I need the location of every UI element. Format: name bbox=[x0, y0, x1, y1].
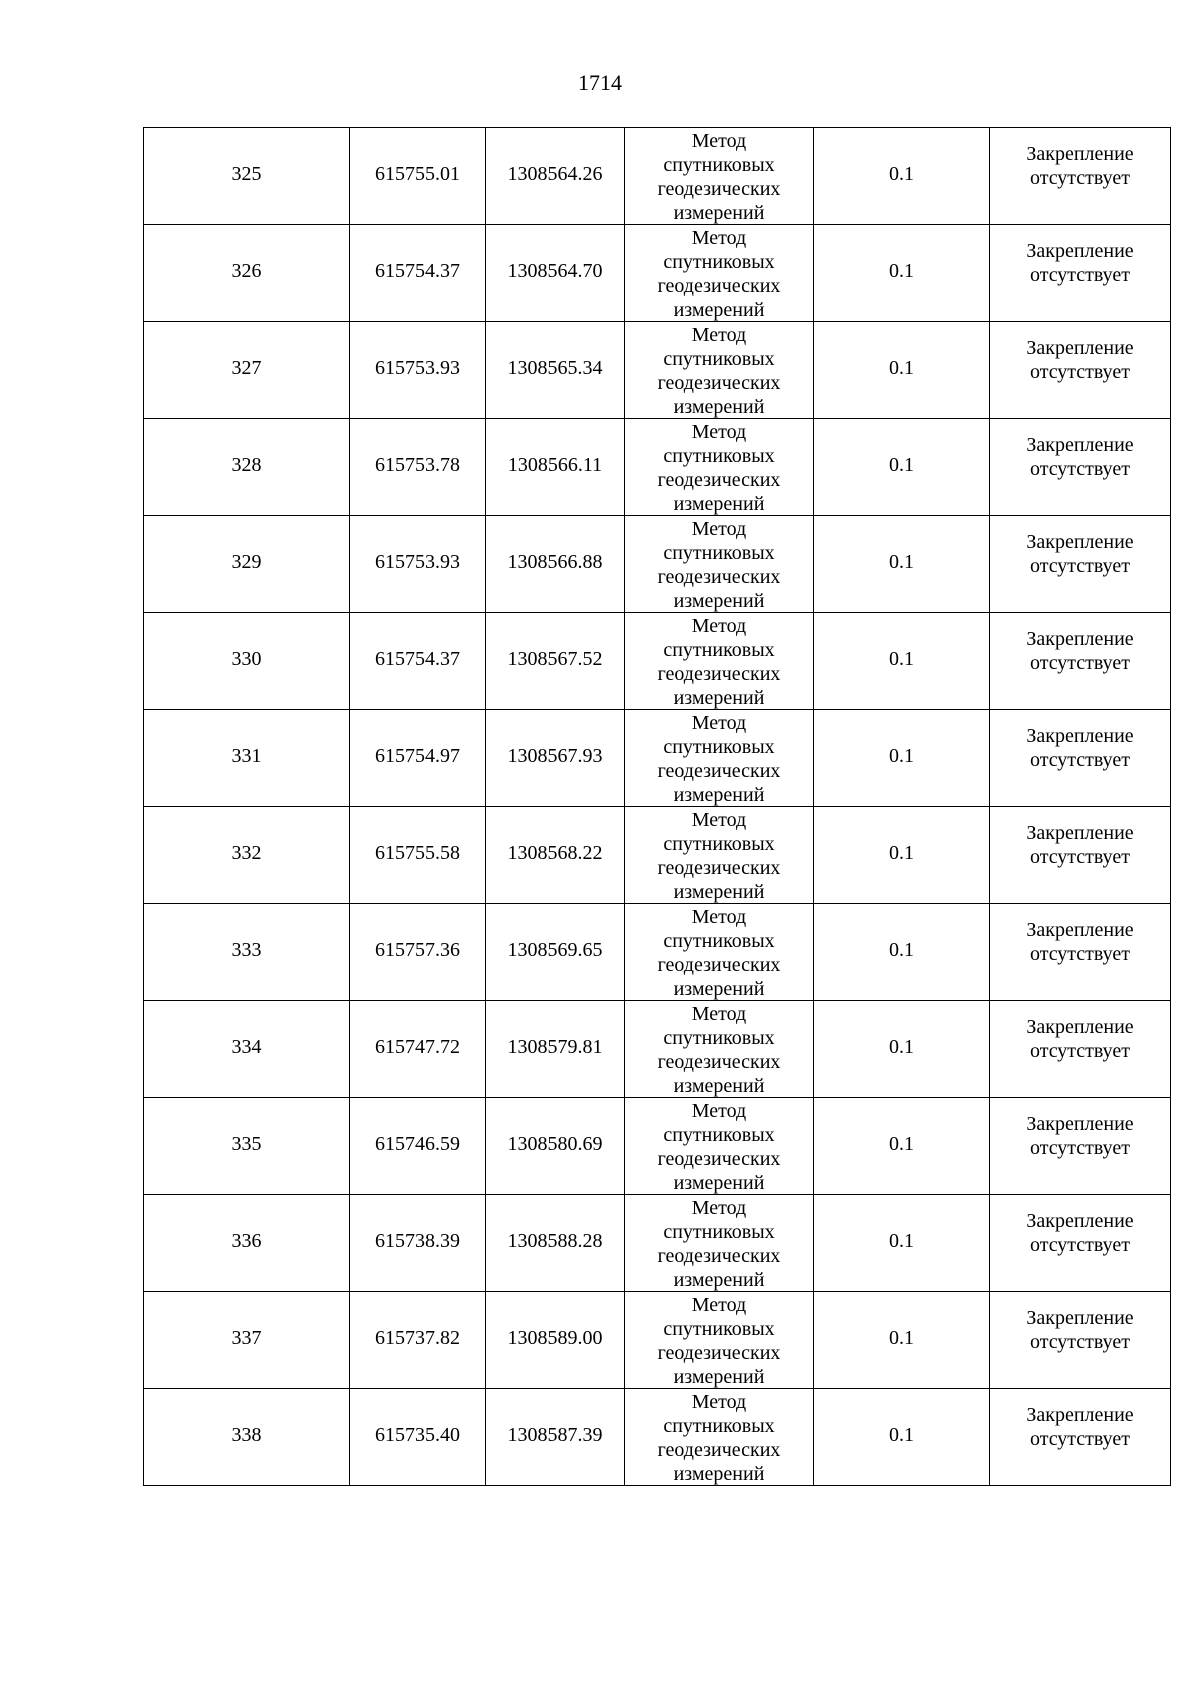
cell-point-number bbox=[144, 516, 350, 613]
cell-y-coordinate bbox=[486, 613, 625, 710]
cell-y-coordinate bbox=[486, 1389, 625, 1486]
cell-y-coordinate bbox=[486, 225, 625, 322]
cell-x-coordinate-text: 615757.36 bbox=[375, 939, 460, 961]
cell-accuracy-text: 0.1 bbox=[889, 1327, 914, 1349]
cell-method-text: Метод спутниковых геодезических измерений bbox=[657, 1100, 781, 1194]
cell-x-coordinate bbox=[350, 128, 486, 225]
cell-method bbox=[625, 322, 814, 419]
cell-accuracy-text: 0.1 bbox=[889, 1133, 914, 1155]
cell-method bbox=[625, 225, 814, 322]
table-row bbox=[144, 1098, 1171, 1195]
cell-point-number-text: 331 bbox=[231, 745, 262, 767]
cell-x-coordinate-text: 615754.37 bbox=[375, 648, 460, 670]
cell-accuracy bbox=[814, 613, 990, 710]
table-row bbox=[144, 1001, 1171, 1098]
cell-y-coordinate bbox=[486, 419, 625, 516]
cell-x-coordinate-text: 615755.58 bbox=[375, 842, 460, 864]
cell-accuracy bbox=[814, 807, 990, 904]
cell-fixing bbox=[990, 1195, 1171, 1292]
cell-fixing bbox=[990, 419, 1171, 516]
cell-y-coordinate-text: 1308568.22 bbox=[507, 842, 603, 864]
cell-x-coordinate-text: 615754.37 bbox=[375, 260, 460, 282]
cell-accuracy bbox=[814, 225, 990, 322]
cell-accuracy bbox=[814, 322, 990, 419]
cell-accuracy-text: 0.1 bbox=[889, 1036, 914, 1058]
cell-fixing-text: Закрепление отсутствует bbox=[1026, 1307, 1134, 1353]
cell-point-number-text: 330 bbox=[231, 648, 262, 670]
cell-fixing-text: Закрепление отсутствует bbox=[1026, 1404, 1134, 1450]
cell-point-number bbox=[144, 322, 350, 419]
cell-y-coordinate-text: 1308569.65 bbox=[507, 939, 603, 961]
cell-x-coordinate-text: 615753.78 bbox=[375, 454, 460, 476]
cell-accuracy-text: 0.1 bbox=[889, 939, 914, 961]
cell-method bbox=[625, 1195, 814, 1292]
cell-method bbox=[625, 128, 814, 225]
cell-point-number-text: 332 bbox=[231, 842, 262, 864]
cell-y-coordinate bbox=[486, 710, 625, 807]
cell-fixing bbox=[990, 710, 1171, 807]
cell-point-number-text: 334 bbox=[231, 1036, 262, 1058]
cell-accuracy-text: 0.1 bbox=[889, 745, 914, 767]
cell-method-text: Метод спутниковых геодезических измерений bbox=[657, 324, 781, 418]
cell-fixing bbox=[990, 1292, 1171, 1389]
cell-point-number-text: 336 bbox=[231, 1230, 262, 1252]
table-row bbox=[144, 322, 1171, 419]
cell-point-number-text: 335 bbox=[231, 1133, 262, 1155]
table-row bbox=[144, 128, 1171, 225]
cell-accuracy-text: 0.1 bbox=[889, 1230, 914, 1252]
cell-method bbox=[625, 1098, 814, 1195]
table-row bbox=[144, 710, 1171, 807]
cell-y-coordinate-text: 1308565.34 bbox=[507, 357, 603, 379]
cell-y-coordinate bbox=[486, 807, 625, 904]
cell-method bbox=[625, 516, 814, 613]
cell-point-number bbox=[144, 225, 350, 322]
cell-y-coordinate-text: 1308587.39 bbox=[507, 1424, 603, 1446]
cell-x-coordinate-text: 615738.39 bbox=[375, 1230, 460, 1252]
cell-method-text: Метод спутниковых геодезических измерений bbox=[657, 1197, 781, 1291]
cell-method bbox=[625, 807, 814, 904]
cell-x-coordinate bbox=[350, 1195, 486, 1292]
cell-point-number bbox=[144, 904, 350, 1001]
page-number: 1714 bbox=[578, 70, 622, 95]
cell-y-coordinate bbox=[486, 516, 625, 613]
cell-method-text: Метод спутниковых геодезических измерений bbox=[657, 809, 781, 903]
table-row bbox=[144, 807, 1171, 904]
cell-y-coordinate-text: 1308564.70 bbox=[507, 260, 603, 282]
cell-method bbox=[625, 710, 814, 807]
cell-point-number bbox=[144, 1195, 350, 1292]
cell-method bbox=[625, 1389, 814, 1486]
cell-fixing-text: Закрепление отсутствует bbox=[1026, 240, 1134, 286]
cell-fixing-text: Закрепление отсутствует bbox=[1026, 531, 1134, 577]
table-row bbox=[144, 904, 1171, 1001]
cell-x-coordinate bbox=[350, 613, 486, 710]
cell-y-coordinate bbox=[486, 1292, 625, 1389]
cell-accuracy-text: 0.1 bbox=[889, 551, 914, 573]
cell-point-number bbox=[144, 1389, 350, 1486]
cell-method-text: Метод спутниковых геодезических измерений bbox=[657, 906, 781, 1000]
cell-method-text: Метод спутниковых геодезических измерений bbox=[657, 712, 781, 806]
cell-fixing bbox=[990, 1389, 1171, 1486]
cell-x-coordinate-text: 615746.59 bbox=[375, 1133, 460, 1155]
table-row bbox=[144, 1292, 1171, 1389]
cell-x-coordinate-text: 615737.82 bbox=[375, 1327, 460, 1349]
cell-fixing bbox=[990, 322, 1171, 419]
cell-x-coordinate-text: 615755.01 bbox=[375, 163, 460, 185]
cell-method bbox=[625, 419, 814, 516]
cell-y-coordinate bbox=[486, 1195, 625, 1292]
coordinates-table bbox=[143, 127, 1171, 1486]
cell-method-text: Метод спутниковых геодезических измерений bbox=[657, 518, 781, 612]
cell-x-coordinate bbox=[350, 225, 486, 322]
cell-x-coordinate-text: 615753.93 bbox=[375, 551, 460, 573]
cell-y-coordinate-text: 1308580.69 bbox=[507, 1133, 603, 1155]
cell-point-number-text: 333 bbox=[231, 939, 262, 961]
cell-x-coordinate-text: 615753.93 bbox=[375, 357, 460, 379]
cell-point-number-text: 325 bbox=[231, 163, 262, 185]
cell-accuracy bbox=[814, 1195, 990, 1292]
table-row bbox=[144, 1389, 1171, 1486]
cell-y-coordinate-text: 1308566.11 bbox=[507, 454, 603, 476]
cell-fixing-text: Закрепление отсутствует bbox=[1026, 919, 1134, 965]
table-row bbox=[144, 613, 1171, 710]
cell-accuracy bbox=[814, 710, 990, 807]
cell-x-coordinate bbox=[350, 516, 486, 613]
cell-fixing-text: Закрепление отсутствует bbox=[1026, 1113, 1134, 1159]
cell-fixing bbox=[990, 516, 1171, 613]
cell-method-text: Метод спутниковых геодезических измерений bbox=[657, 1294, 781, 1388]
cell-x-coordinate bbox=[350, 904, 486, 1001]
cell-accuracy bbox=[814, 1389, 990, 1486]
cell-x-coordinate bbox=[350, 1389, 486, 1486]
cell-y-coordinate-text: 1308566.88 bbox=[507, 551, 603, 573]
cell-x-coordinate bbox=[350, 710, 486, 807]
cell-point-number-text: 327 bbox=[231, 357, 262, 379]
cell-accuracy bbox=[814, 1292, 990, 1389]
table-row bbox=[144, 419, 1171, 516]
cell-x-coordinate-text: 615747.72 bbox=[375, 1036, 460, 1058]
cell-accuracy bbox=[814, 904, 990, 1001]
cell-y-coordinate-text: 1308579.81 bbox=[507, 1036, 603, 1058]
cell-x-coordinate bbox=[350, 807, 486, 904]
cell-point-number bbox=[144, 1292, 350, 1389]
cell-point-number bbox=[144, 1001, 350, 1098]
cell-x-coordinate-text: 615735.40 bbox=[375, 1424, 460, 1446]
cell-fixing bbox=[990, 613, 1171, 710]
cell-point-number bbox=[144, 1098, 350, 1195]
cell-x-coordinate bbox=[350, 322, 486, 419]
cell-fixing-text: Закрепление отсутствует bbox=[1026, 143, 1134, 189]
cell-y-coordinate bbox=[486, 322, 625, 419]
cell-y-coordinate-text: 1308588.28 bbox=[507, 1230, 603, 1252]
cell-x-coordinate bbox=[350, 1292, 486, 1389]
cell-accuracy-text: 0.1 bbox=[889, 1424, 914, 1446]
cell-point-number-text: 338 bbox=[231, 1424, 262, 1446]
table-row bbox=[144, 225, 1171, 322]
cell-method bbox=[625, 1292, 814, 1389]
cell-fixing bbox=[990, 1098, 1171, 1195]
cell-method-text: Метод спутниковых геодезических измерений bbox=[657, 227, 781, 321]
table-body bbox=[144, 128, 1171, 1486]
cell-accuracy-text: 0.1 bbox=[889, 260, 914, 282]
cell-accuracy bbox=[814, 516, 990, 613]
cell-point-number-text: 329 bbox=[231, 551, 262, 573]
cell-point-number bbox=[144, 128, 350, 225]
cell-method bbox=[625, 904, 814, 1001]
cell-fixing bbox=[990, 904, 1171, 1001]
cell-fixing bbox=[990, 225, 1171, 322]
cell-method-text: Метод спутниковых геодезических измерений bbox=[657, 1003, 781, 1097]
cell-fixing-text: Закрепление отсутствует bbox=[1026, 337, 1134, 383]
cell-method-text: Метод спутниковых геодезических измерений bbox=[657, 130, 781, 224]
cell-accuracy bbox=[814, 419, 990, 516]
cell-fixing-text: Закрепление отсутствует bbox=[1026, 1016, 1134, 1062]
cell-x-coordinate bbox=[350, 1001, 486, 1098]
cell-accuracy bbox=[814, 1098, 990, 1195]
cell-method-text: Метод спутниковых геодезических измерений bbox=[657, 421, 781, 515]
cell-method-text: Метод спутниковых геодезических измерений bbox=[657, 1391, 781, 1485]
cell-fixing-text: Закрепление отсутствует bbox=[1026, 628, 1134, 674]
cell-point-number bbox=[144, 419, 350, 516]
cell-y-coordinate bbox=[486, 904, 625, 1001]
cell-accuracy-text: 0.1 bbox=[889, 454, 914, 476]
cell-y-coordinate-text: 1308589.00 bbox=[507, 1327, 603, 1349]
cell-method bbox=[625, 1001, 814, 1098]
cell-accuracy-text: 0.1 bbox=[889, 648, 914, 670]
cell-point-number bbox=[144, 807, 350, 904]
cell-point-number bbox=[144, 710, 350, 807]
cell-x-coordinate-text: 615754.97 bbox=[375, 745, 460, 767]
cell-y-coordinate bbox=[486, 128, 625, 225]
cell-accuracy bbox=[814, 128, 990, 225]
cell-y-coordinate bbox=[486, 1098, 625, 1195]
cell-point-number-text: 328 bbox=[231, 454, 262, 476]
cell-point-number-text: 337 bbox=[231, 1327, 262, 1349]
cell-accuracy-text: 0.1 bbox=[889, 163, 914, 185]
cell-method bbox=[625, 613, 814, 710]
cell-y-coordinate bbox=[486, 1001, 625, 1098]
cell-point-number-text: 326 bbox=[231, 260, 262, 282]
table-row bbox=[144, 516, 1171, 613]
cell-fixing bbox=[990, 128, 1171, 225]
cell-x-coordinate bbox=[350, 1098, 486, 1195]
cell-x-coordinate bbox=[350, 419, 486, 516]
cell-y-coordinate-text: 1308567.52 bbox=[507, 648, 603, 670]
cell-method-text: Метод спутниковых геодезических измерений bbox=[657, 615, 781, 709]
cell-fixing-text: Закрепление отсутствует bbox=[1026, 725, 1134, 771]
cell-point-number bbox=[144, 613, 350, 710]
cell-accuracy bbox=[814, 1001, 990, 1098]
table-row bbox=[144, 1195, 1171, 1292]
cell-fixing-text: Закрепление отсутствует bbox=[1026, 1210, 1134, 1256]
cell-fixing bbox=[990, 1001, 1171, 1098]
cell-fixing-text: Закрепление отсутствует bbox=[1026, 822, 1134, 868]
cell-accuracy-text: 0.1 bbox=[889, 842, 914, 864]
cell-fixing-text: Закрепление отсутствует bbox=[1026, 434, 1134, 480]
cell-accuracy-text: 0.1 bbox=[889, 357, 914, 379]
cell-fixing bbox=[990, 807, 1171, 904]
cell-y-coordinate-text: 1308567.93 bbox=[507, 745, 603, 767]
cell-y-coordinate-text: 1308564.26 bbox=[507, 163, 603, 185]
